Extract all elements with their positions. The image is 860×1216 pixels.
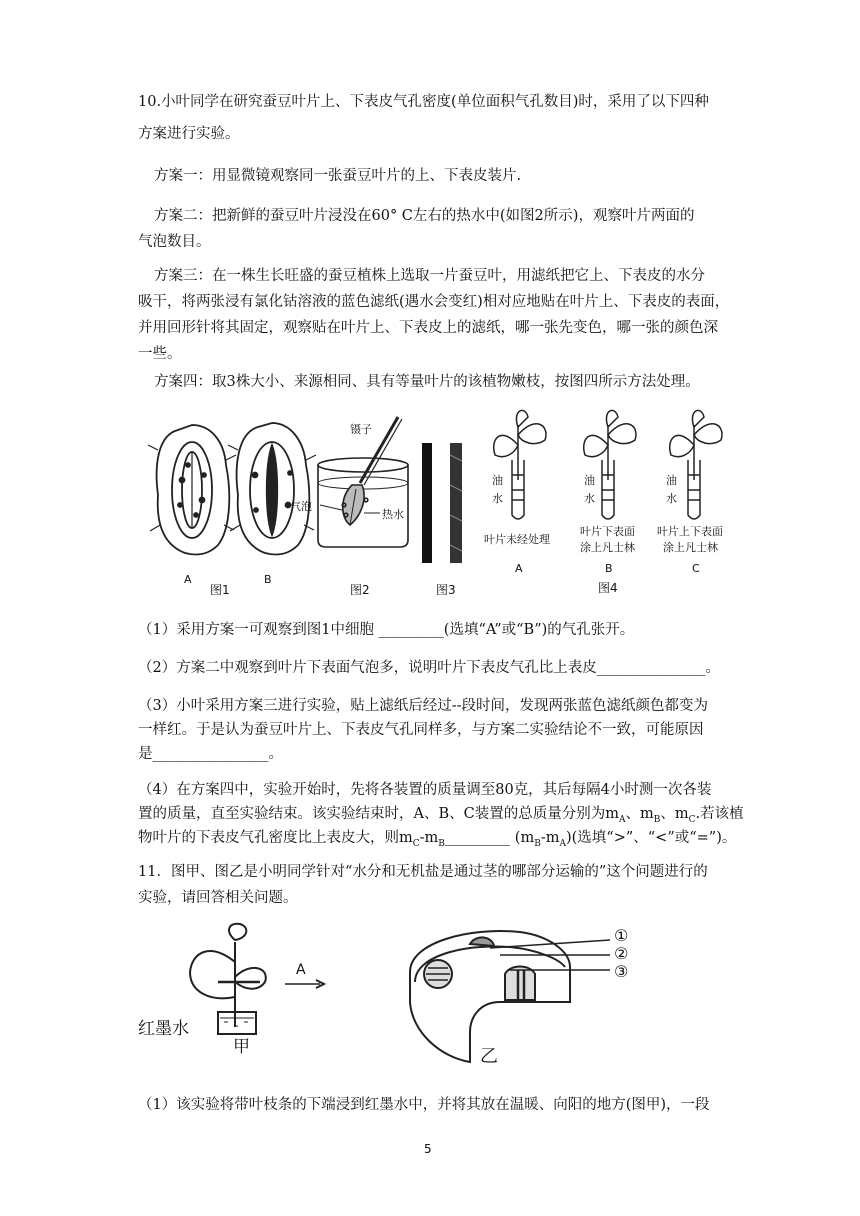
fig4-label-c: C (692, 562, 700, 575)
q10-plan-3-line-2: 吸干，将两张浸有氯化钴溶液的蓝色滤纸(遇水会变红)相对应地贴在叶片上、下表皮的表面， (138, 294, 730, 310)
fig-yi-num-1: ① (614, 926, 629, 945)
q10-sub-4-line-3: 物叶片的下表皮气孔密度比上表皮大，则$m_C-m_B\_\_\_\_\_\_\_\_\_$ $(m_B-m_A)$(选填“>”、“<”或“=”)。 (138, 830, 737, 849)
fig4-label-b: B (605, 562, 613, 575)
q10-sub-3-line-3: 是________________。 (138, 746, 283, 762)
fig4-c-desc-1: 叶片上下表面 (657, 525, 723, 538)
q10-plan-3-line-4: 一些。 (138, 346, 182, 362)
fig1-label-b: B (264, 573, 272, 586)
fig1-caption: 图1 (210, 583, 230, 597)
q10-stem-line-2: 方案进行实验。 (138, 126, 240, 142)
q10-plan-1: 方案一：用显微镜观察同一张蚕豆叶片的上、下表皮装片. (154, 168, 522, 184)
fig4-tube-c-icon (670, 410, 722, 519)
q10-plan-2-line-2: 气泡数目。 (138, 234, 211, 250)
fig4-caption: 图4 (598, 581, 618, 595)
fig4-a-water-label: 水 (492, 492, 503, 505)
fig1-label-a: A (184, 573, 192, 586)
fig2-caption: 图2 (350, 583, 370, 597)
q10-plan-3-line-1: 方案三：在一株生长旺盛的蚕豆植株上选取一片蚕豆叶，用滤纸把它上、下表皮的水分 (154, 268, 705, 284)
fig4-a-desc: 叶片未经处理 (484, 533, 550, 546)
fig3-strips-icon (422, 443, 462, 563)
fig4-c-oil-label: 油 (666, 474, 677, 487)
fig-jia-ink-label: 红墨水 (138, 1019, 189, 1039)
q11-figures (140, 922, 680, 1072)
fig1-cell-a-icon (148, 425, 236, 555)
q10-plan-2-line-1: 方案二：把新鲜的蚕豆叶片浸没在60° C左右的热水中(如图2所示)，观察叶片两面的 (154, 208, 695, 224)
fig4-b-desc-2: 涂上凡士林 (580, 541, 635, 554)
q10-sub-4-line-2: 置的质量，直至实验结束。该实验结束时，A、B、C装置的总质量分别为$m_A$、$m_B$、$m_C$.若该植 (138, 806, 744, 825)
fig-yi-num-2: ② (614, 944, 629, 963)
fig4-c-water-label: 水 (666, 492, 677, 505)
fig-jia-plant-icon (190, 924, 324, 1034)
fig4-b-water-label: 水 (584, 492, 595, 505)
fig-jia-caption: 甲 (233, 1037, 250, 1057)
q10-sub-3-line-1: （3）小叶采用方案三进行实验，贴上滤纸后经过--段时间，发现两张蓝色滤纸颜色都变为 (138, 698, 709, 714)
fig1-cell-b-icon (228, 423, 316, 555)
fig-jia-arrow-label: A (296, 962, 306, 978)
q11-stem-line-1: 11．图甲、图乙是小明同学针对“水分和无机盐是通过茎的哪部分运输的”这个问题进行的 (138, 864, 708, 880)
fig-yi-num-3: ③ (614, 962, 629, 981)
q11-stem-line-2: 实验，请回答相关问题。 (138, 890, 298, 906)
fig2-label-hot-water: 热水 (382, 508, 404, 521)
fig2-label-bubble: 气泡 (290, 500, 312, 513)
fig4-a-oil-label: 油 (492, 474, 503, 487)
fig4-b-desc-1: 叶片下表面 (580, 525, 635, 538)
q10-plan-4: 方案四：取3株大小、来源相同、具有等量叶片的该植物嫩枝，按图四所示方法处理。 (154, 374, 700, 390)
fig-yi-stem-section-icon (410, 931, 610, 1062)
fig2-label-tweezers: 镊子 (350, 423, 372, 436)
fig3-caption: 图3 (436, 583, 456, 597)
fig4-c-desc-2: 涂上凡士林 (663, 541, 718, 554)
q10-stem-line-1: 10.小叶同学在研究蚕豆叶片上、下表皮气孔密度(单位面积气孔数目)时，采用了以下四种 (138, 94, 709, 110)
page-number: 5 (424, 1142, 432, 1156)
fig4-b-oil-label: 油 (584, 474, 595, 487)
q10-sub-1: （1）采用方案一可观察到图1中细胞 _________(选填“A”或“B”)的气孔张开。 (138, 622, 635, 638)
q10-plan-3-line-3: 并用回形针将其固定，观察贴在叶片上、下表皮上的滤纸，哪一张先变色，哪一张的颜色深 (138, 320, 718, 336)
q10-sub-3-line-2: 一样红。于是认为蚕豆叶片上、下表皮气孔同样多，与方案二实验结论不一致，可能原因 (138, 722, 704, 738)
q11-sub-1: （1）该实验将带叶枝条的下端浸到红墨水中，并将其放在温暖、向阳的地方(图甲)，一段 (138, 1097, 710, 1113)
fig4-label-a: A (515, 562, 523, 575)
fig-yi-caption: 乙 (480, 1046, 498, 1067)
q10-sub-2: （2）方案二中观察到叶片下表面气泡多，说明叶片下表皮气孔比上表皮_______________。 (138, 660, 720, 676)
q10-sub-4-line-1: （4）在方案四中，实验开始时，先将各装置的质量调至80克，其后每隔4小时测一次各装 (138, 782, 712, 798)
